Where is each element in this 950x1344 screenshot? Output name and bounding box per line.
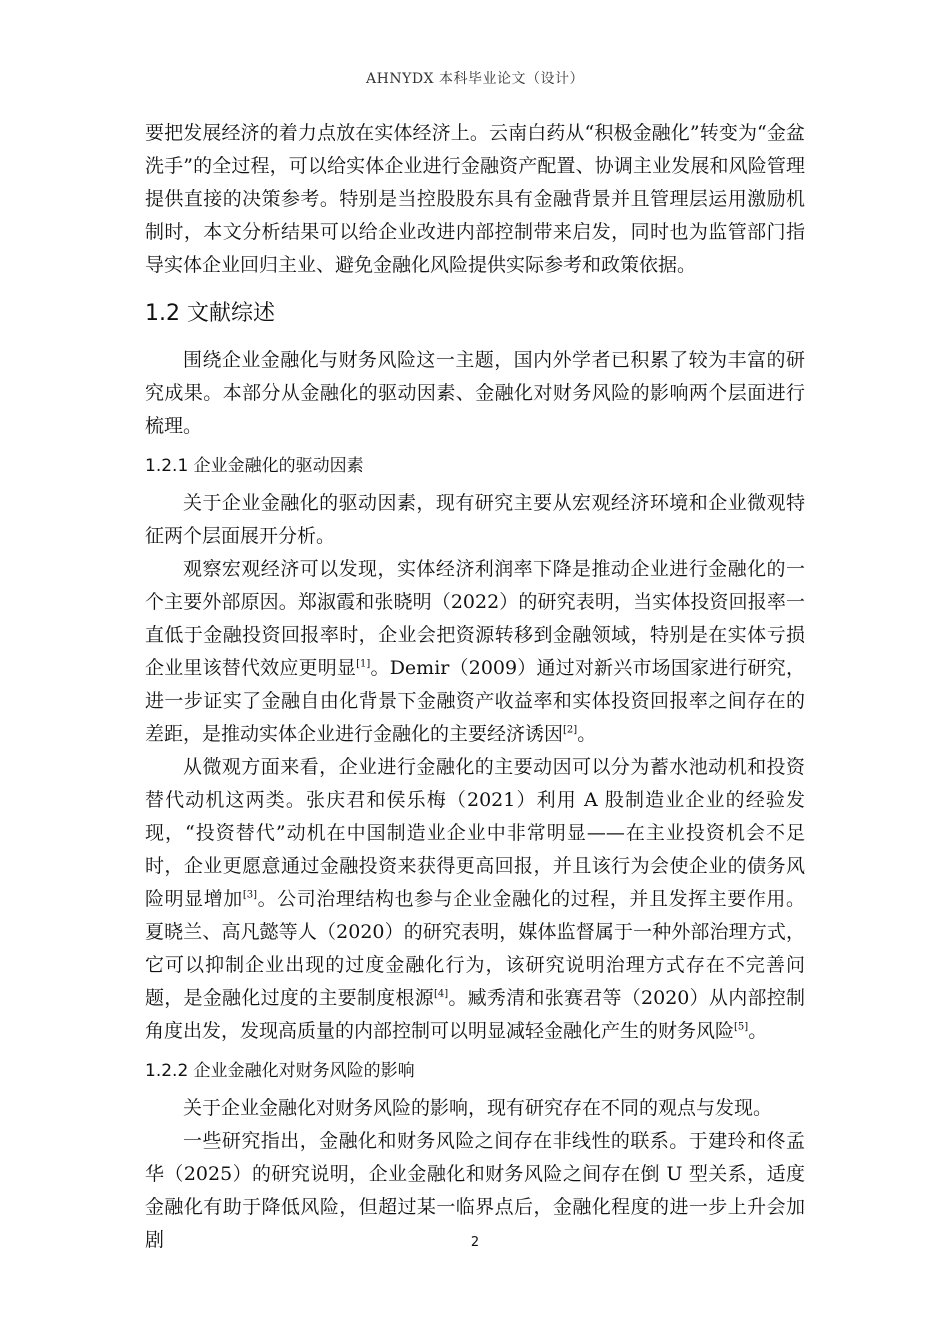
- subsection-heading-1-2-2: 1.2.2 企业金融化对财务风险的影响: [145, 1061, 415, 1081]
- paragraph-micro-drivers: [145, 751, 805, 1048]
- text-segment: 。Demir（2009）通过对新兴市场国家进行研究，进一步证实了金融自由化背景下金融资产收益率和实体投资回报率之间存在的差距，是推动实体企业进行金融化的主要经济诱因: [145, 657, 805, 745]
- paragraph-macro-drivers: [145, 553, 805, 751]
- section-heading-1-2: 1.2 文献综述: [145, 301, 275, 326]
- text-segment: 从微观方面来看，企业进行金融化的主要动因可以分为蓄水池动机和投资替代动机这两类。张庆君和侯乐梅（2021）利用 A 股制造业企业的经验发现，“投资替代”动机在中国制造业企业中非常明显——在主业投资机会不足时，企业更愿意通过金融投资来获得更高回报，并且该行为会使企业的债务风险明显增加: [145, 756, 805, 910]
- text-segment: 。: [577, 723, 597, 745]
- text-segment: 。: [748, 1020, 768, 1042]
- citation-ref[interactable]: [3]: [242, 889, 258, 901]
- paragraph-drivers-intro: 关于企业金融化的驱动因素，现有研究主要从宏观经济环境和企业微观特征两个层面展开分析。: [145, 492, 805, 547]
- document-body: [145, 117, 805, 1257]
- citation-ref[interactable]: [1]: [356, 658, 371, 670]
- page-header: AHNYDX 本科毕业论文（设计）: [366, 71, 584, 87]
- paragraph-intro-conclusion: 要把发展经济的着力点放在实体经济上。云南白药从“积极金融化”转变为“金盆洗手”的全过程，可以给实体企业进行金融资产配置、协调主业发展和风险管理提供直接的决策参考。特别是当控股股东具有金融背景并且管理层运用激励机制时，本文分析结果可以给企业改进内部控制带来启发，同时也为监管部门指导实体企业回归主业、避免金融化风险提供实际参考和政策依据。: [145, 122, 805, 276]
- text-segment: 。臧秀清和张赛君等（2020）从内部控制角度出发，发现高质量的内部控制可以明显减轻金融化产生的财务风险: [145, 987, 805, 1042]
- citation-ref[interactable]: [2]: [563, 724, 578, 736]
- subsection-heading-1-2-1: 1.2.1 企业金融化的驱动因素: [145, 456, 364, 476]
- text-segment: 。公司治理结构也参与企业金融化的过程，并且发挥主要作用。夏晓兰、高凡懿等人（2020）的研究表明，媒体监督属于一种外部治理方式，它可以抑制企业出现的过度金融化行为，该研究说明治理方式存在不完善问题，是金融化过度的主要制度根源: [145, 888, 805, 1009]
- paragraph-risk-impact-intro: 关于企业金融化对财务风险的影响，现有研究存在不同的观点与发现。: [183, 1097, 773, 1119]
- paragraph-nonlinear-relation: 一些研究指出，金融化和财务风险之间存在非线性的联系。于建玲和佟孟华（2025）的研究说明，企业金融化和财务风险之间存在倒 U 型关系，适度金融化有助于降低风险，但超过某一临界点后，金融化程度的进一步上升会加剧: [145, 1130, 805, 1251]
- paragraph-literature-overview: 围绕企业金融化与财务风险这一主题，国内外学者已积累了较为丰富的研究成果。本部分从金融化的驱动因素、金融化对财务风险的影响两个层面进行梳理。: [145, 349, 805, 437]
- citation-ref[interactable]: [5]: [734, 1021, 749, 1033]
- page-number: 2: [470, 1235, 480, 1250]
- text-segment: 观察宏观经济可以发现，实体经济利润率下降是推动企业进行金融化的一个主要外部原因。郑淑霞和张晓明（2022）的研究表明，当实体投资回报率一直低于金融投资回报率时，企业会把资源转移到金融领域，特别是在实体亏损企业里该替代效应更明显: [145, 558, 805, 679]
- citation-ref[interactable]: [4]: [433, 988, 449, 1000]
